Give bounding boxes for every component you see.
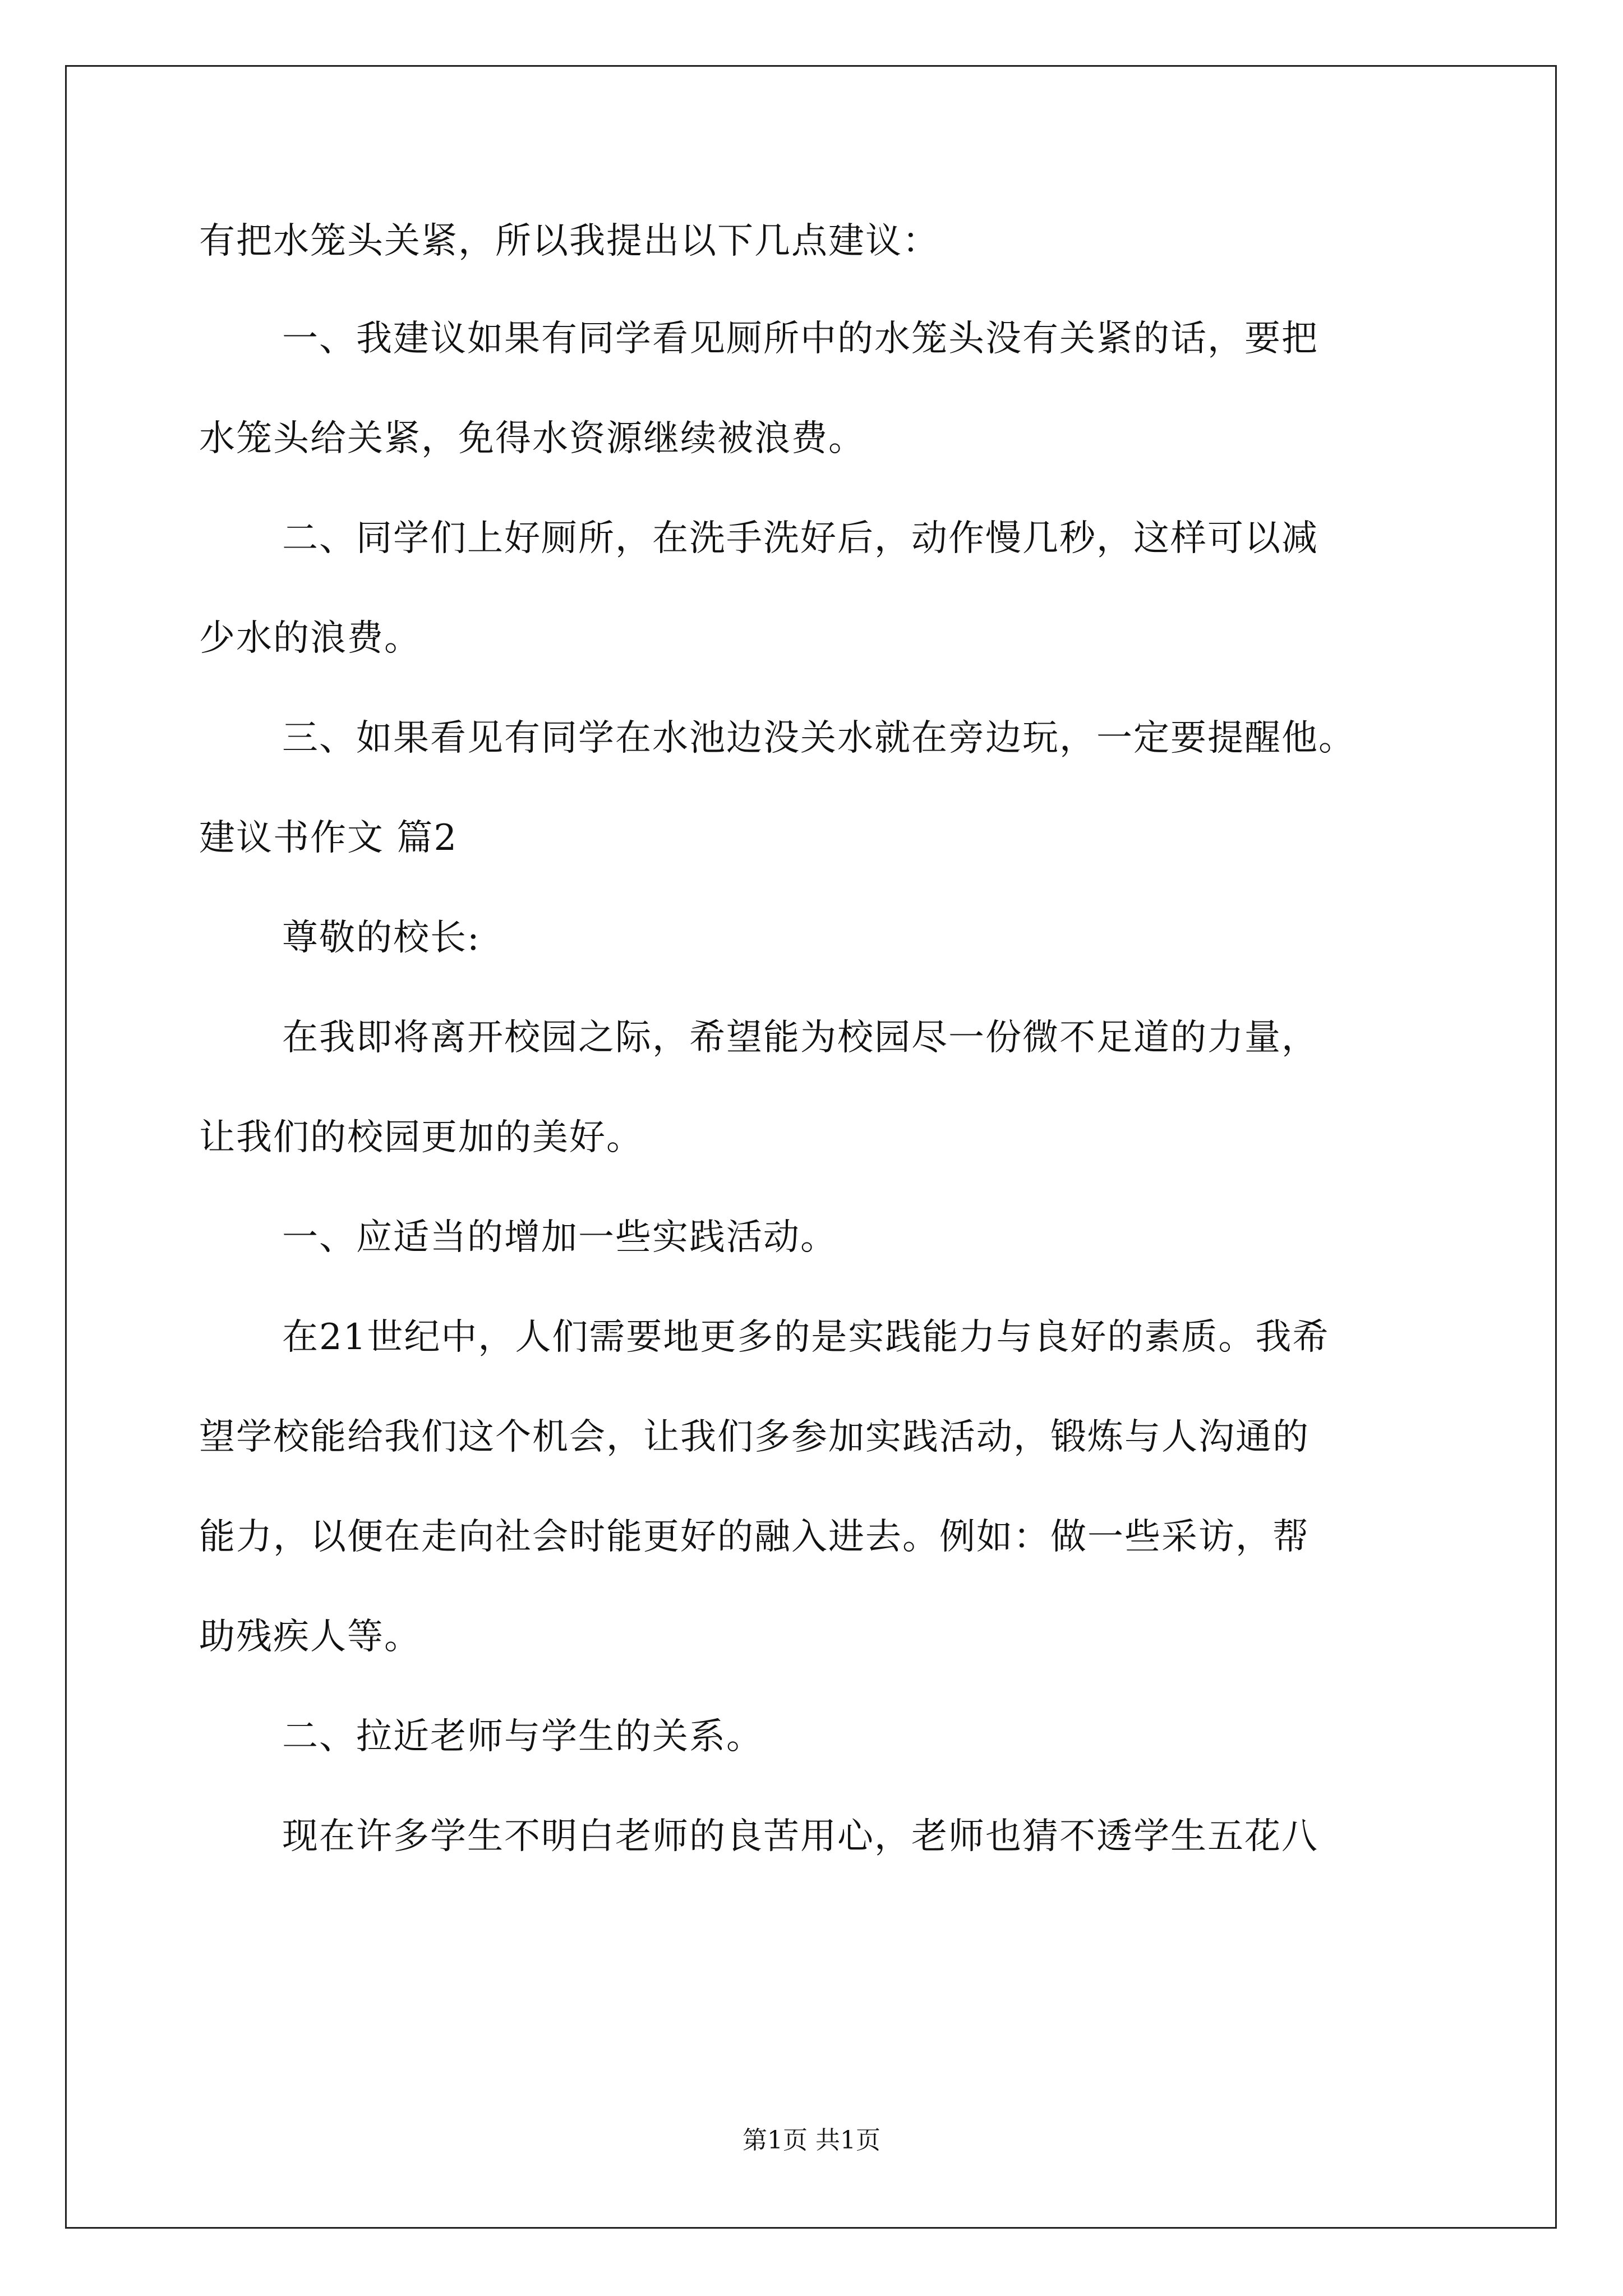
section-heading: 建议书作文 篇2 [199,817,458,859]
text-line-14: 能力，以便在走向社会时能更好的融入进去。例如：做一些采访，帮 [199,1516,1310,1558]
text-line-1: 有把水笼头关紧，所以我提出以下几点建议： [199,220,939,262]
page-footer: 第1页 共1页 [743,2126,880,2155]
text-line-16: 二、拉近老师与学生的关系。 [282,1716,763,1757]
text-line-10: 让我们的校园更加的美好。 [199,1117,643,1158]
text-line-15: 助残疾人等。 [199,1616,421,1658]
text-line-13: 望学校能给我们这个机会，让我们多参加实践活动，锻炼与人沟通的 [199,1416,1310,1458]
text-line-11: 一、应适当的增加一些实践活动。 [282,1217,837,1258]
text-line-2: 一、我建议如果有同学看见厕所中的水笼头没有关紧的话，要把 [282,318,1318,360]
text-line-5: 少水的浪费。 [199,618,421,659]
text-line-3: 水笼头给关紧，免得水资源继续被浪费。 [199,418,865,459]
text-line-12: 在21世纪中，人们需要地更多的是实践能力与良好的素质。我希 [282,1317,1330,1358]
text-line-17: 现在许多学生不明白老师的良苦用心，老师也猜不透学生五花八 [282,1816,1318,1857]
text-line-6: 三、如果看见有同学在水池边没关水就在旁边玩，一定要提醒他。 [282,717,1355,759]
salutation: 尊敬的校长: [282,917,481,959]
text-line-4: 二、同学们上好厕所，在洗手洗好后，动作慢几秒，这样可以减 [282,518,1318,559]
text-line-9: 在我即将离开校园之际，希望能为校园尽一份微不足道的力量， [282,1017,1318,1059]
